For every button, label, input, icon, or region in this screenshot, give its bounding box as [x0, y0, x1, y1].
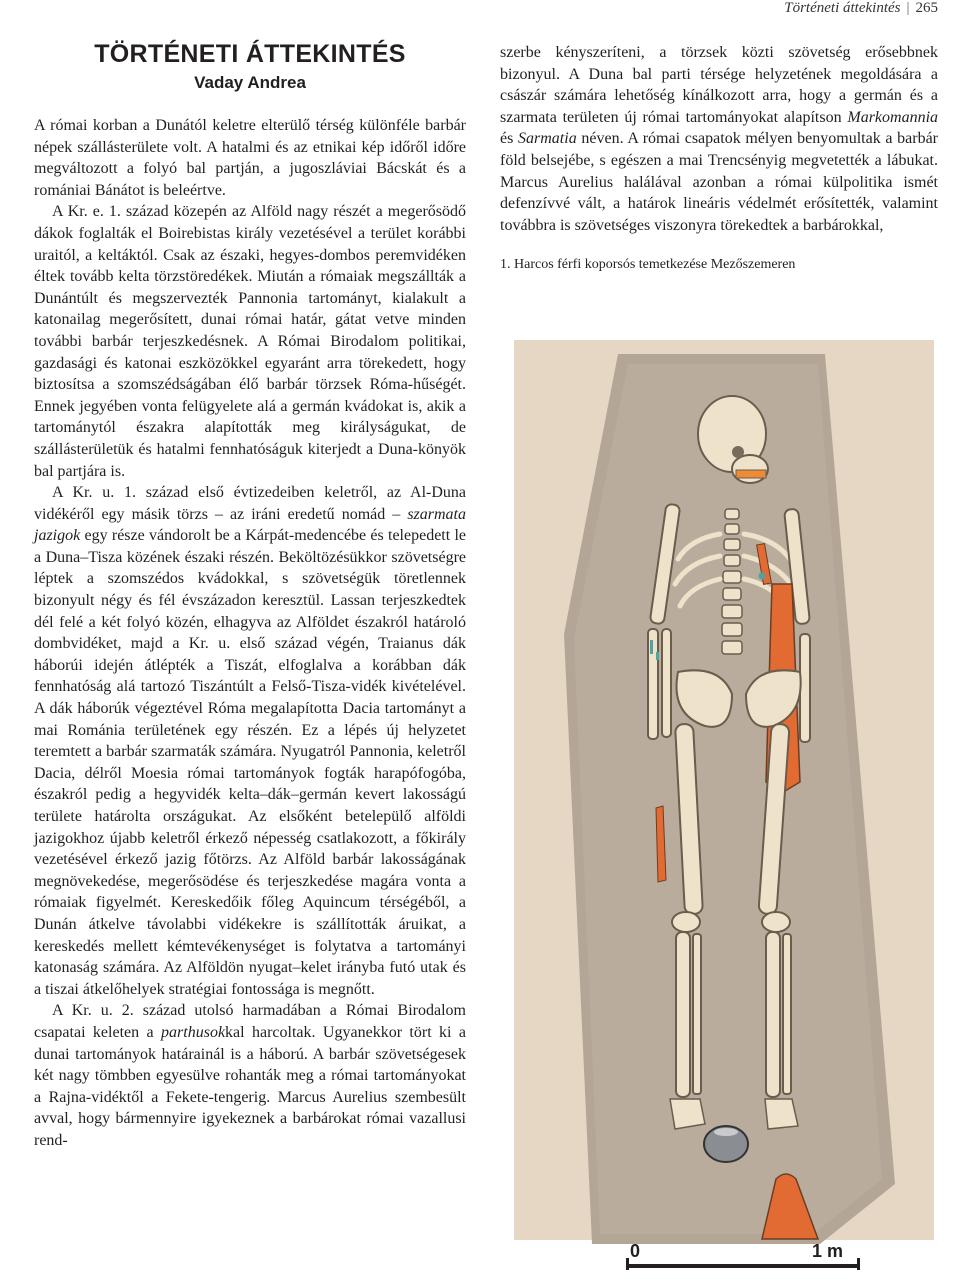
- running-head-title: Történeti áttekintés: [784, 0, 901, 16]
- paragraph-4-text-a: A Kr. u. 2. század utolsó harmadában a Római Birodalom csapatai keleten a: [34, 1002, 466, 1041]
- term-sarmatia: Sarmatia: [518, 130, 577, 148]
- right-body: [500, 42, 938, 236]
- page-number: 265: [915, 0, 938, 16]
- right-column: [500, 42, 938, 274]
- article-author: Vaday Andrea: [194, 73, 306, 92]
- right-text-e: néven. A római csapatok mélyen benyomultak a barbár föld belsejébe, s egészen a mai Trencsényig megvetették a lábukat. Marcus Aurelius halálával azonban a római külpolitika ismét defenzívvé vált, a határok lineáris védelmét erősítették, valamint továbbra is szövetséges viszonyra törekedtek a barbárokkal,: [500, 130, 939, 234]
- paragraph-1: A római korban a Dunától keletre elterülő térség különféle barbár népek szállásterülete volt. A hatalmi és az etnikai kép időről időre megváltozott a folyó bal partján, a jugoszláviai Bácskát és a romániai Bánátot is beleértve.: [34, 117, 466, 199]
- scale-end-label: 1 m: [812, 1241, 844, 1261]
- spine: [722, 509, 742, 654]
- left-column: [34, 40, 466, 1152]
- article-title: TÖRTÉNETI ÁTTEKINTÉS: [94, 40, 406, 68]
- figure-caption: 1. Harcos férfi koporsós temetkezése Mezőszemeren: [500, 257, 796, 273]
- paragraph-2: A Kr. e. 1. század közepén az Alföld nagy részét a megerősödő dákok foglalták el Boirebistas király vezetésével a terület korábbi uraitól, a keltáktól. Csak az északi, hegyes-dombos peremvidéken éltek tovább kelta törzstöredékek. Miután a rómaiak megszállták a Dunántúlt és megszervezték Pannonia tartományt, kialakult a katonailag megerősített, dunai római határ, gátat vetve minden további barbár terjeszkedésnek. A Római Birodalom politikai, gazdasági és katonai eszközökkel egyaránt arra törekedett, hogy biztosítsa a szomszédságában élő barbár törzsek Róma-hűségét. Ennek jegyében vonta felügyelete alá a germán kvádokat is, akik a tartománytól északra alapították meg királyságukat, de szállásterületük és hatalmi fennhatóságuk kiterjedt a Duna-könyök bal partjára is.: [34, 203, 466, 480]
- grave-illustration: [500, 334, 938, 1284]
- paragraph-4-text-b: kal harcoltak. Ugyanekkor tört ki a dunai tartományok határainál is a háború. A barbár szövetségesek két nagy tömbben egyesülve rohanták meg a római tartományokat a Rajna-vidéktől a Fekete-tengerig. Marcus Aurelius szembesült avval, hogy bármennyire igyekeznek a barbárokat római vazallusi rend-: [34, 1023, 466, 1149]
- paragraph-4: [34, 1000, 466, 1151]
- paragraph-3-text-a: A Kr. u. 1. század első évtizedeiben keletről, az Al-Duna vidékéről egy másik törzs – az iráni eredetű nomád –: [34, 484, 466, 523]
- paragraph-3: [34, 482, 466, 1000]
- term-markomannia: Markomannia: [847, 108, 939, 126]
- article-body: [34, 115, 466, 1152]
- running-head: [784, 0, 938, 17]
- term-szarmata-jazigok: szarmata jazigok: [34, 505, 466, 545]
- pot: [704, 1126, 748, 1162]
- right-text-a: szerbe kényszeríteni, a törzsek közti szövetség erősebbnek bizonyul. A Duna bal parti térsége helyzetének megoldására a császár számára lehetőség kínálkozott arra, hogy a germán és a szarmata területen új római tartományokat alapítson: [500, 44, 938, 126]
- paragraph-3-text-b: egy része vándorolt be a Kárpát-medencébe és telepedett le a Duna–Tisza közének északi részén. Beköltözésükkor szövetségre léptek a szomszédos kvádokkal, s szövetségük töretlennek bizonyult négy és fél évszázadon keresztül. Lassan terjeszkedtek dél felé a két folyó közén, elhagyva az Alföldet északról határoló dombvidéket, majd a Kr. u. első század végén, Traianus dák háborúi idején átlépték a Tiszát, elfoglalva a korábban dák fennhatóság alá tartozó Tiszántúlt a Felső-Tisza-vidék kivételével. A dák háborúk végeztével Róma megalapította Dacia tartományt a mai Románia területének egy részén. Ez a lépés új helyzetet teremtett a barbár szarmaták számára. Nyugatról Pannonia, keletről Dacia, délről Moesia római tartományok fogták harapófogóba, északról pedig a hegyvidék kelta–dák–germán kevert lakosságú területe határolta országukat. Az elsőként betelepülő alföldi jazigokhoz újabb keletről érkező népesség csatlakozott, a főkirály vezetésével érkező jazig főtörzs. Az Alföld barbár lakosságának megnövekedése, megerősödése és terjeszkedése magára vonta a rómaiak figyelmét. Kereskedőik főleg Aquincum térségéből, a Dunán átkelve távolabbi vidékekre is szállították áruikat, a kereskedés mellett kémtevékenységet is folytatva a tartományi katonaság számára. Az Alföldön nyugat–kelet irányba futó utak és a tiszai átkelőhelyek stratégiai fontossága is megnőtt.: [34, 527, 467, 998]
- term-parthusok: parthusok: [161, 1023, 226, 1041]
- scale-start-label: 0: [630, 1241, 641, 1261]
- right-text-c: és: [500, 130, 514, 148]
- running-head-separator: |: [906, 0, 910, 16]
- paragraph-right-1: [500, 42, 938, 236]
